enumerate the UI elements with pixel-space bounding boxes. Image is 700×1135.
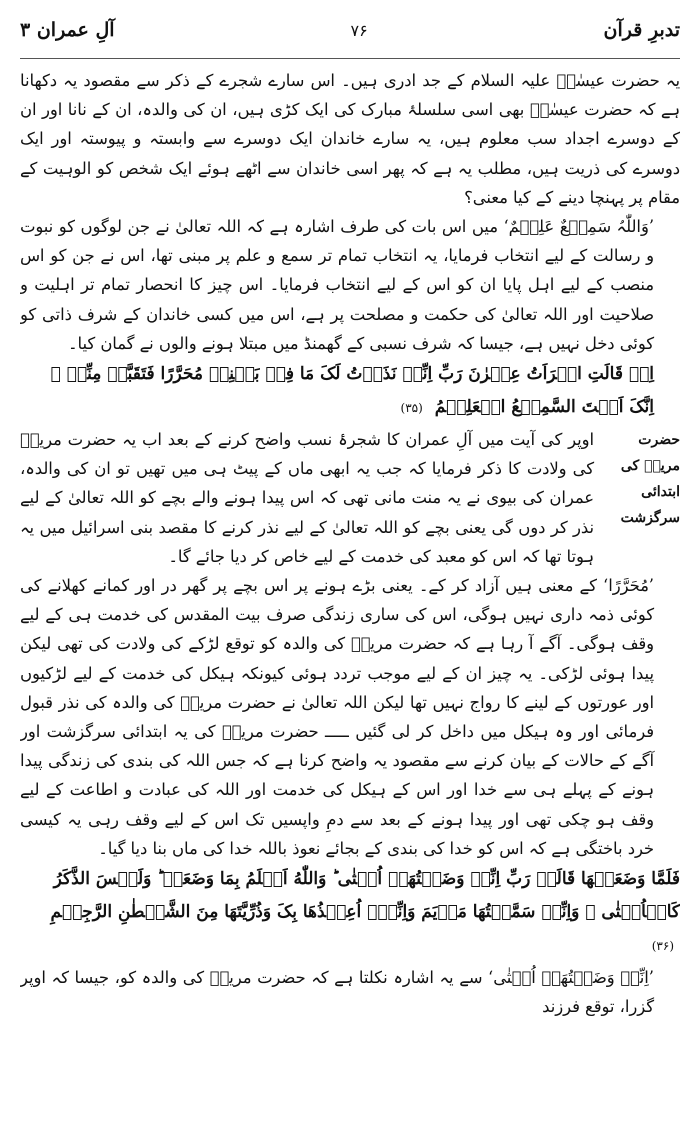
- verse-35: [20, 358, 654, 425]
- paragraph-1: یہ حضرت عیسٰیؑ علیہ السلام کے جد ادری ہیں۔ اس سارے شجرے کے ذکر سے مقصود یہ دکھانا ہے کہ حضرت عیسٰیؑ بھی اسی سلسلۂ مبارک کی ایک کڑی ہیں، ان کی والدہ، ان کے نانا اور ان کے دوسرے اجداد سب معلوم ہیں، یہ سارے خاندان ایک دوسرے سے وابستہ و پیوستہ اور ایک دوسرے کی ذریت ہیں، مطلب یہ ہے کہ پھر اسی خاندان سے اٹھے ہوئے ایک شخص کو الوہیت کے مقام پر پہنچا دینے کے کیا معنی؟: [20, 71, 680, 207]
- verse-36: [20, 863, 680, 963]
- verse-35-ref: (۳۵): [400, 401, 423, 416]
- verse-36-text: فَلَمَّا وَضَعَتۡهَا قَالَتۡ رَبِّ اِنِّیۡ وَضَعۡتُهَاۤ اُنۡثٰی ؕ وَاللّٰهُ اَعۡلَمُ بِمَا وَضَعَتۡ ؕ وَلَیۡسَ الذَّکَرُ کَالۡاُنۡثٰی ۚ وَاِنِّیۡ سَمَّیۡتُهَا مَرۡیَمَ وَاِنِّیۡۤ اُعِیۡذُهَا بِکَ وَذُرِّیَّتَهَا مِنَ الشَّیۡطٰنِ الرَّجِیۡمِ: [50, 869, 680, 923]
- paragraph-4: ’مُحَرَّرًا‘ کے معنی ہیں آزاد کر کے۔ یعنی بڑے ہونے پر اس بچے پر گھر در اور کمانے کھلانے کی کوئی ذمہ داری نہیں ہوگی، اس کی ساری زندگی صرف بیت المقدس کی خدمت ہی کے لیے وقف ہوگی۔ آگے آ رہا ہے کہ حضرت مریمؑ کی والدہ کو توقع لڑکے کی ولادت کی تھی لیکن پیدا ہوئی لڑکی۔ یہ چیز ان کے لیے موجب تردد ہوئی کیونکہ ہیکل کی خدمت کے لیے لڑکیوں اور عورتوں کے لینے کا رواج نہیں تھا لیکن اللہ تعالیٰ نے حضرت مریمؑ کی والدہ کی نذر قبول فرمائی اور وہ ہیکل میں داخل کر لی گئیں ـــــ حضرت مریمؑ کی یہ ابتدائی سرگزشت اور آگے کے حالات کے بیان کرنے سے مقصود یہ واضح کرنا ہے کہ جس اللہ کی بندی کی زندگی پیدا ہونے کے پہلے ہی سے خدا اور اس کے ہیکل کی خدمت اور اللہ کی عبادت و اطاعت کے لیے وقف ہو چکی تھی اور پیدا ہونے کے بعد سے دمِ واپسیں تک اس کے لیے وقف رہی یہ کیسی خرد باختگی ہے کہ اس کو خدا کی بندی کے بجائے نعوذ باللہ خدا کی ماں بنا دیا گیا۔: [20, 576, 654, 858]
- margin-note: حضرت مریمؑ کی ابتدائی سرگزشت: [620, 432, 680, 527]
- verse-35-text: اِذۡ قَالَتِ امۡرَاَتُ عِمۡرٰنَ رَبِّ اِنِّیۡ نَذَرۡتُ لَکَ مَا فِیۡ بَطۡنِیۡ مُحَرَّرًا فَتَقَبَّلۡ مِنِّیۡ ۚ اِنَّکَ اَنۡتَ السَّمِیۡعُ الۡعَلِیۡمُ: [50, 364, 654, 418]
- book-title: تدبرِ قرآن: [603, 19, 680, 41]
- header-divider: [20, 58, 680, 59]
- paragraph-3: اوپر کی آیت میں آلِ عمران کا شجرۂ نسب واضح کرنے کے بعد اب یہ حضرت مریمؑ کی ولادت کا ذکر فرمایا کہ جب یہ ابھی ماں کے پیٹ ہی میں تھیں تو ان کی والدہ، عمران کی بیوی نے یہ منت مانی تھی کہ اس پیدا ہونے والے بچے کو اللہ تعالیٰ کے لیے نذر کر دوں گی یعنی بچے کو اللہ تعالیٰ کے لیے نذر کرنے کا مقصد بنی اسرائیل میں یہ ہوتا تھا کہ اس کو معبد کی خدمت کے لیے خاص کر دیا جائے گا۔: [20, 430, 594, 566]
- page-number: ۷۶: [350, 20, 368, 40]
- surah-title: آلِ عمران ۳: [20, 19, 115, 41]
- section-maryam: [20, 425, 680, 571]
- page-header: [20, 8, 680, 52]
- paragraph-5: ’اِنِّیۡ وَضَعۡتُهَاۤ اُنۡثٰی‘ سے یہ اشارہ نکلتا ہے کہ حضرت مریمؑ کی والدہ کو، جیسا کہ اوپر گزرا، توقع فرزند: [20, 968, 654, 1017]
- paragraph-2: ’وَاللّٰہُ سَمِیۡعٌ عَلِیۡمٌ‘ میں اس بات کی طرف اشارہ ہے کہ اللہ تعالیٰ نے جن لوگوں کو نبوت و رسالت کے لیے انتخاب فرمایا، یہ انتخاب تمام تر سمع و علم پر مبنی تھا، اس نے جن کو اس منصب کے لیے اہل پایا ان کو اس کے لیے انتخاب فرمایا۔ اس چیز کا انحصار تمام تر اہلیت و صلاحیت اور اللہ تعالیٰ کی حکمت و مصلحت پر ہے، اس میں کسی خاندان کے شرف ذاتی کو کوئی دخل نہیں ہے، جیسا کہ شرف نسبی کے گھمنڈ میں مبتلا ہونے والوں نے گمان کیا۔: [20, 217, 654, 353]
- verse-36-ref: (۳۶): [651, 939, 674, 954]
- page-body: [20, 66, 680, 1129]
